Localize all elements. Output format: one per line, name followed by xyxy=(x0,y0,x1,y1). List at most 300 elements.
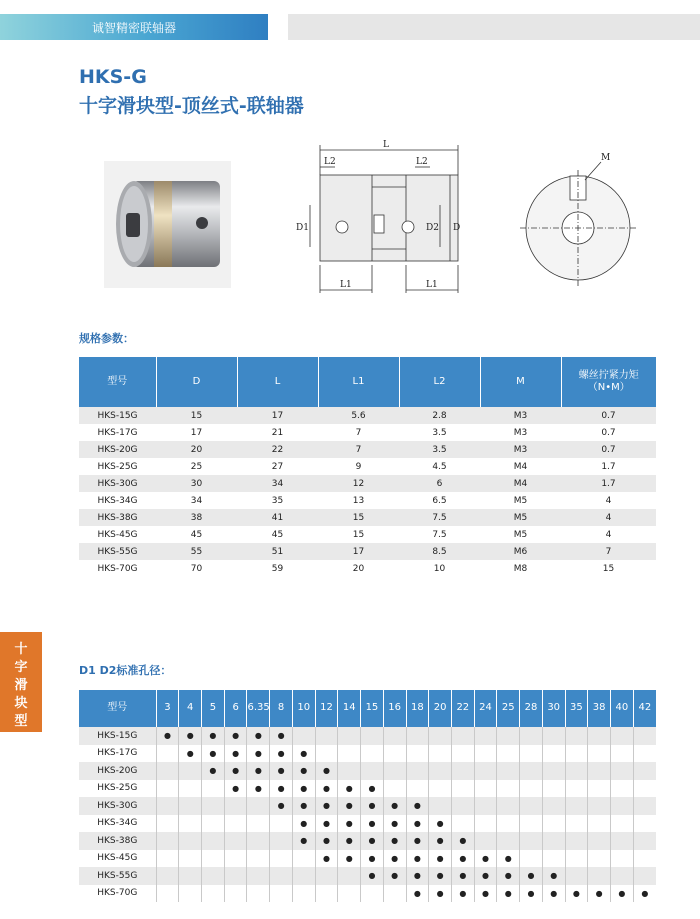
bore-size-cell xyxy=(224,867,247,885)
bore-size-cell: ● xyxy=(542,867,565,885)
bore-size-cell xyxy=(224,797,247,815)
bore-size-cell xyxy=(156,815,179,833)
spec-cell: 4.5 xyxy=(399,458,480,475)
spec-cell: 7.5 xyxy=(399,509,480,526)
table-row xyxy=(79,885,656,903)
bore-size-cell: ● xyxy=(361,815,384,833)
bore-model-cell: HKS-25G xyxy=(79,780,156,798)
spec-cell: 6 xyxy=(399,475,480,492)
bore-header-size: 35 xyxy=(565,690,588,727)
spec-cell: M3 xyxy=(480,407,561,424)
spec-cell: 15 xyxy=(561,560,656,577)
bore-size-cell xyxy=(520,850,543,868)
bore-size-cell xyxy=(520,780,543,798)
bore-size-cell xyxy=(497,797,520,815)
bore-size-cell xyxy=(224,815,247,833)
bore-size-cell: ● xyxy=(338,850,361,868)
spec-cell: 2.8 xyxy=(399,407,480,424)
bore-size-cell xyxy=(156,867,179,885)
bore-header-size: 22 xyxy=(451,690,474,727)
spec-cell: 7 xyxy=(318,441,399,458)
spec-cell: 3.5 xyxy=(399,424,480,441)
bore-size-cell: ● xyxy=(383,832,406,850)
bore-size-cell: ● xyxy=(565,885,588,903)
bore-size-cell: ● xyxy=(247,727,270,745)
bore-size-cell xyxy=(633,815,656,833)
bore-section-title: D1 D2标准孔径： xyxy=(79,664,172,677)
bore-size-cell xyxy=(179,815,202,833)
spec-cell: 59 xyxy=(237,560,318,577)
bore-size-cell xyxy=(451,727,474,745)
bore-size-cell xyxy=(270,815,293,833)
table-row xyxy=(79,850,656,868)
bore-header-size: 4 xyxy=(179,690,202,727)
table-row xyxy=(79,509,656,526)
spec-cell: HKS-20G xyxy=(79,441,156,458)
spec-cell: 8.5 xyxy=(399,543,480,560)
bore-model-cell: HKS-30G xyxy=(79,797,156,815)
bore-size-cell xyxy=(361,727,384,745)
bore-size-cell xyxy=(474,780,497,798)
bore-size-cell: ● xyxy=(338,832,361,850)
bore-size-cell xyxy=(270,867,293,885)
spec-table xyxy=(79,357,656,577)
spec-cell: 27 xyxy=(237,458,318,475)
bore-size-cell xyxy=(633,832,656,850)
spec-header-3: L1 xyxy=(318,357,399,407)
bore-header-model: 型号 xyxy=(79,690,156,727)
bore-size-cell xyxy=(633,867,656,885)
bore-size-cell xyxy=(633,780,656,798)
bore-size-cell xyxy=(588,867,611,885)
bore-size-cell xyxy=(565,745,588,763)
bore-header-size: 6 xyxy=(224,690,247,727)
bore-size-cell: ● xyxy=(270,780,293,798)
bore-size-cell: ● xyxy=(292,780,315,798)
bore-size-cell xyxy=(565,850,588,868)
bore-size-cell: ● xyxy=(247,780,270,798)
bore-size-cell xyxy=(520,832,543,850)
spec-cell: M4 xyxy=(480,475,561,492)
bore-size-cell xyxy=(361,745,384,763)
bore-size-cell xyxy=(247,797,270,815)
bore-size-cell: ● xyxy=(202,727,225,745)
label-D1: D1 xyxy=(296,223,309,233)
bore-size-cell xyxy=(542,850,565,868)
bore-size-cell xyxy=(474,815,497,833)
bore-header-size: 30 xyxy=(542,690,565,727)
table-row xyxy=(79,407,656,424)
table-row xyxy=(79,867,656,885)
bore-size-cell xyxy=(565,867,588,885)
spec-cell: 51 xyxy=(237,543,318,560)
side-tab-char: 块 xyxy=(14,696,28,711)
spec-cell: 17 xyxy=(156,424,237,441)
bore-size-cell xyxy=(542,815,565,833)
bore-size-cell: ● xyxy=(451,867,474,885)
bore-size-cell xyxy=(588,832,611,850)
bore-model-cell: HKS-15G xyxy=(79,727,156,745)
bore-size-cell xyxy=(565,815,588,833)
side-tab-char: 滑 xyxy=(14,678,28,693)
spec-cell: 38 xyxy=(156,509,237,526)
table-row xyxy=(79,424,656,441)
bore-size-cell: ● xyxy=(474,885,497,903)
spec-cell: 15 xyxy=(318,509,399,526)
bore-size-cell xyxy=(474,762,497,780)
bore-size-cell xyxy=(179,885,202,903)
bore-size-cell xyxy=(610,815,633,833)
bore-size-cell: ● xyxy=(588,885,611,903)
bore-header-size: 12 xyxy=(315,690,338,727)
bore-size-cell xyxy=(497,727,520,745)
bore-size-cell xyxy=(451,762,474,780)
spec-cell: 7 xyxy=(318,424,399,441)
bore-size-cell xyxy=(565,832,588,850)
spec-cell: 12 xyxy=(318,475,399,492)
bore-size-cell xyxy=(202,867,225,885)
spec-cell: 0.7 xyxy=(561,424,656,441)
spec-cell: 70 xyxy=(156,560,237,577)
bore-size-cell xyxy=(156,885,179,903)
bore-size-cell: ● xyxy=(451,885,474,903)
bore-table xyxy=(79,690,656,902)
bore-size-cell xyxy=(633,762,656,780)
bore-size-cell xyxy=(520,762,543,780)
bore-size-cell: ● xyxy=(361,797,384,815)
bore-size-cell xyxy=(565,780,588,798)
bore-size-cell xyxy=(202,885,225,903)
table-row xyxy=(79,441,656,458)
table-row xyxy=(79,492,656,509)
table-row xyxy=(79,832,656,850)
spec-cell: HKS-17G xyxy=(79,424,156,441)
bore-size-cell xyxy=(429,797,452,815)
bore-size-cell xyxy=(202,850,225,868)
spec-cell: 22 xyxy=(237,441,318,458)
bore-size-cell xyxy=(588,850,611,868)
bore-size-cell xyxy=(610,762,633,780)
bore-size-cell xyxy=(610,797,633,815)
bore-size-cell: ● xyxy=(270,797,293,815)
bore-header-size: 6.35 xyxy=(247,690,270,727)
table-row xyxy=(79,475,656,492)
bore-size-cell xyxy=(202,832,225,850)
spec-cell: 7.5 xyxy=(399,526,480,543)
bore-size-cell xyxy=(497,832,520,850)
table-row xyxy=(79,526,656,543)
spec-cell: M4 xyxy=(480,458,561,475)
bore-header-size: 10 xyxy=(292,690,315,727)
bore-size-cell: ● xyxy=(224,762,247,780)
spec-section-title: 规格参数： xyxy=(79,332,134,345)
bore-size-cell xyxy=(497,815,520,833)
bore-header-size: 3 xyxy=(156,690,179,727)
spec-cell: 55 xyxy=(156,543,237,560)
bore-size-cell: ● xyxy=(315,850,338,868)
bore-size-cell xyxy=(202,780,225,798)
label-D: D xyxy=(453,223,461,233)
bore-size-cell xyxy=(565,762,588,780)
bore-size-cell: ● xyxy=(406,885,429,903)
spec-cell: 20 xyxy=(156,441,237,458)
table-row xyxy=(79,560,656,577)
table-row xyxy=(79,458,656,475)
bore-model-cell: HKS-55G xyxy=(79,867,156,885)
bore-size-cell xyxy=(383,745,406,763)
bore-size-cell: ● xyxy=(451,850,474,868)
spec-cell: 4 xyxy=(561,492,656,509)
spec-cell: 0.7 xyxy=(561,407,656,424)
front-view-drawing xyxy=(515,140,645,300)
bore-size-cell xyxy=(429,780,452,798)
bore-size-cell xyxy=(247,885,270,903)
label-M: M xyxy=(601,153,611,163)
spec-header-5: M xyxy=(480,357,561,407)
bore-size-cell: ● xyxy=(383,797,406,815)
bore-size-cell xyxy=(292,850,315,868)
bore-size-cell xyxy=(429,745,452,763)
bore-size-cell xyxy=(542,780,565,798)
bore-size-cell xyxy=(179,762,202,780)
bore-size-cell: ● xyxy=(497,885,520,903)
bore-size-cell xyxy=(565,797,588,815)
bore-size-cell xyxy=(610,867,633,885)
bore-header-size: 25 xyxy=(497,690,520,727)
spec-cell: HKS-45G xyxy=(79,526,156,543)
spec-cell: M6 xyxy=(480,543,561,560)
bore-size-cell xyxy=(520,745,543,763)
bore-size-cell: ● xyxy=(474,850,497,868)
bore-size-cell xyxy=(156,762,179,780)
bore-size-cell xyxy=(361,762,384,780)
bore-size-cell: ● xyxy=(292,815,315,833)
spec-header-6: 螺丝拧紧力矩（N•M） xyxy=(561,357,656,407)
spec-cell: HKS-30G xyxy=(79,475,156,492)
bore-size-cell xyxy=(224,832,247,850)
product-model-title: HKS-G xyxy=(79,66,147,88)
bore-size-cell xyxy=(588,815,611,833)
bore-model-cell: HKS-20G xyxy=(79,762,156,780)
spec-cell: 45 xyxy=(156,526,237,543)
spec-cell: 30 xyxy=(156,475,237,492)
bore-size-cell: ● xyxy=(361,850,384,868)
bore-size-cell: ● xyxy=(520,867,543,885)
bore-size-cell: ● xyxy=(383,850,406,868)
spec-cell: 25 xyxy=(156,458,237,475)
side-view-drawing xyxy=(290,135,480,300)
bore-size-cell xyxy=(247,815,270,833)
bore-size-cell xyxy=(406,780,429,798)
bore-size-cell xyxy=(474,745,497,763)
bore-size-cell xyxy=(383,780,406,798)
bore-size-cell: ● xyxy=(292,832,315,850)
bore-size-cell xyxy=(315,745,338,763)
bore-size-cell xyxy=(179,850,202,868)
bore-size-cell: ● xyxy=(610,885,633,903)
bore-size-cell xyxy=(588,727,611,745)
bore-size-cell xyxy=(542,762,565,780)
bore-model-cell: HKS-38G xyxy=(79,832,156,850)
header-brand-bar xyxy=(0,14,268,40)
bore-size-cell xyxy=(383,885,406,903)
bore-size-cell: ● xyxy=(156,727,179,745)
bore-size-cell: ● xyxy=(542,885,565,903)
bore-size-cell xyxy=(179,832,202,850)
bore-size-cell xyxy=(224,850,247,868)
bore-size-cell xyxy=(474,797,497,815)
bore-header-size: 15 xyxy=(361,690,384,727)
bore-size-cell xyxy=(406,745,429,763)
bore-size-cell: ● xyxy=(270,762,293,780)
bore-size-cell xyxy=(610,832,633,850)
bore-size-cell xyxy=(520,815,543,833)
bore-header-size: 5 xyxy=(202,690,225,727)
bore-size-cell xyxy=(247,832,270,850)
bore-size-cell xyxy=(270,850,293,868)
brand-name: 诚智精密联轴器 xyxy=(92,21,177,35)
bore-header-size: 20 xyxy=(429,690,452,727)
spec-cell: 5.6 xyxy=(318,407,399,424)
bore-size-cell: ● xyxy=(497,867,520,885)
bore-size-cell: ● xyxy=(338,797,361,815)
label-L1-left: L1 xyxy=(340,280,352,290)
bore-size-cell: ● xyxy=(451,832,474,850)
bore-size-cell xyxy=(542,727,565,745)
bore-size-cell xyxy=(292,867,315,885)
bore-size-cell: ● xyxy=(383,867,406,885)
bore-size-cell xyxy=(497,745,520,763)
bore-size-cell xyxy=(610,780,633,798)
spec-cell: 1.7 xyxy=(561,458,656,475)
table-row xyxy=(79,797,656,815)
label-L: L xyxy=(383,140,389,150)
bore-size-cell: ● xyxy=(474,867,497,885)
bore-size-cell: ● xyxy=(292,762,315,780)
bore-size-cell xyxy=(315,727,338,745)
product-photo xyxy=(104,161,231,288)
bore-size-cell xyxy=(247,867,270,885)
bore-size-cell: ● xyxy=(315,815,338,833)
label-D2: D2 xyxy=(426,223,439,233)
bore-size-cell xyxy=(156,797,179,815)
bore-size-cell: ● xyxy=(383,815,406,833)
bore-size-cell: ● xyxy=(224,780,247,798)
side-tab-char: 十 xyxy=(14,642,28,657)
bore-size-cell xyxy=(497,762,520,780)
spec-cell: HKS-55G xyxy=(79,543,156,560)
bore-size-cell: ● xyxy=(429,867,452,885)
spec-cell: M5 xyxy=(480,492,561,509)
bore-size-cell xyxy=(361,885,384,903)
bore-size-cell: ● xyxy=(179,727,202,745)
bore-size-cell xyxy=(542,832,565,850)
bore-header-size: 16 xyxy=(383,690,406,727)
bore-size-cell: ● xyxy=(202,745,225,763)
bore-size-cell xyxy=(179,867,202,885)
bore-size-cell xyxy=(247,850,270,868)
bore-size-cell: ● xyxy=(497,850,520,868)
bore-size-cell xyxy=(588,762,611,780)
bore-size-cell: ● xyxy=(361,780,384,798)
bore-size-cell xyxy=(292,885,315,903)
spec-cell: M3 xyxy=(480,424,561,441)
bore-size-cell xyxy=(338,727,361,745)
bore-header-size: 42 xyxy=(633,690,656,727)
bore-size-cell xyxy=(179,797,202,815)
product-name-title: 十字滑块型-顶丝式-联轴器 xyxy=(79,95,304,117)
side-tab-char: 字 xyxy=(14,660,28,675)
bore-size-cell xyxy=(610,745,633,763)
bore-size-cell: ● xyxy=(429,815,452,833)
bore-size-cell: ● xyxy=(292,745,315,763)
spec-header-2: L xyxy=(237,357,318,407)
bore-size-cell xyxy=(202,815,225,833)
bore-size-cell xyxy=(588,745,611,763)
bore-size-cell: ● xyxy=(247,762,270,780)
bore-model-cell: HKS-70G xyxy=(79,885,156,903)
bore-size-cell: ● xyxy=(224,727,247,745)
spec-cell: 13 xyxy=(318,492,399,509)
spec-cell: 7 xyxy=(561,543,656,560)
table-row xyxy=(79,780,656,798)
bore-size-cell: ● xyxy=(292,797,315,815)
bore-header-size: 18 xyxy=(406,690,429,727)
bore-size-cell xyxy=(202,797,225,815)
bore-model-cell: HKS-34G xyxy=(79,815,156,833)
bore-size-cell: ● xyxy=(633,885,656,903)
bore-size-cell xyxy=(610,850,633,868)
spec-cell: 45 xyxy=(237,526,318,543)
spec-cell: 41 xyxy=(237,509,318,526)
spec-cell: 4 xyxy=(561,526,656,543)
table-row xyxy=(79,727,656,745)
bore-size-cell: ● xyxy=(315,762,338,780)
bore-size-cell xyxy=(633,745,656,763)
bore-size-cell xyxy=(520,797,543,815)
bore-size-cell xyxy=(542,797,565,815)
table-row xyxy=(79,815,656,833)
bore-size-cell xyxy=(338,867,361,885)
bore-size-cell: ● xyxy=(270,727,293,745)
spec-cell: 35 xyxy=(237,492,318,509)
spec-header-0: 型号 xyxy=(79,357,156,407)
spec-cell: 15 xyxy=(318,526,399,543)
spec-cell: 4 xyxy=(561,509,656,526)
bore-size-cell: ● xyxy=(361,867,384,885)
bore-size-cell xyxy=(179,780,202,798)
bore-size-cell: ● xyxy=(406,850,429,868)
spec-cell: 20 xyxy=(318,560,399,577)
bore-size-cell xyxy=(588,797,611,815)
side-category-tab xyxy=(0,632,42,732)
bore-header-size: 8 xyxy=(270,690,293,727)
spec-cell: M5 xyxy=(480,509,561,526)
bore-size-cell: ● xyxy=(406,797,429,815)
bore-size-cell: ● xyxy=(315,797,338,815)
spec-header-1: D xyxy=(156,357,237,407)
bore-size-cell xyxy=(315,867,338,885)
bore-size-cell: ● xyxy=(202,762,225,780)
spec-cell: HKS-70G xyxy=(79,560,156,577)
spec-cell: 1.7 xyxy=(561,475,656,492)
bore-size-cell: ● xyxy=(338,780,361,798)
table-row xyxy=(79,543,656,560)
spec-cell: 9 xyxy=(318,458,399,475)
bore-model-cell: HKS-45G xyxy=(79,850,156,868)
bore-size-cell xyxy=(633,797,656,815)
bore-size-cell xyxy=(383,727,406,745)
